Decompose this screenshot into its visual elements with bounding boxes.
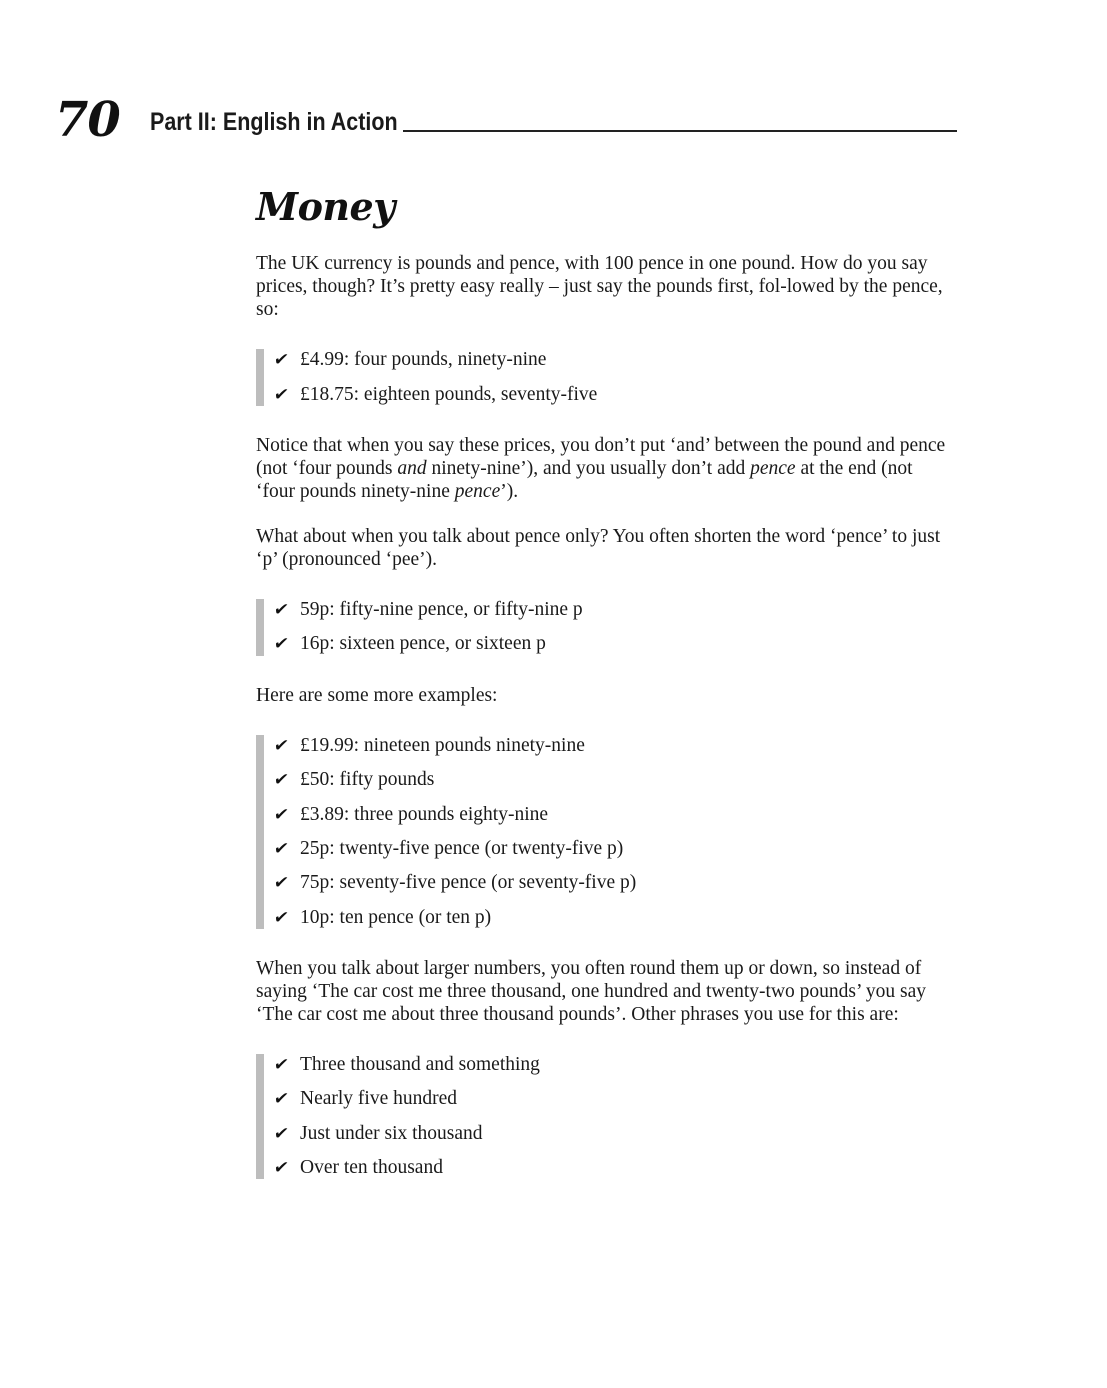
- bullet-list-pence: [256, 593, 956, 662]
- text-run: ’).: [500, 480, 519, 502]
- check-icon: ✔: [272, 770, 291, 791]
- list-item-text: 59p: fifty-nine pence, or fifty-nine p: [300, 598, 583, 620]
- paragraph-intro: The UK currency is pounds and pence, with 100 pence in one pound. How do you say prices, though? It’s pretty easy really – just say the pounds first, fol-lowed by the pence, so:: [256, 253, 943, 320]
- check-icon: ✔: [272, 599, 291, 620]
- emphasis: pence: [454, 480, 501, 502]
- list-item: [274, 1151, 956, 1185]
- list-item: [274, 1048, 956, 1082]
- list-item-text: Over ten thousand: [300, 1157, 443, 1179]
- text-run: Notice that when you say these prices, you don’t put ‘and’ between the pound and pence (not ‘four pounds: [256, 434, 946, 479]
- text-run: at the end (not ‘four pounds ninety-nine: [256, 457, 913, 502]
- list-item-text: 75p: seventy-five pence (or seventy-five p): [300, 872, 637, 894]
- list-sidebar-bar: [256, 1054, 264, 1180]
- list-item: [274, 377, 956, 411]
- text-run: ninety-nine’), and you usually don’t add: [426, 457, 751, 479]
- section-title: Money: [256, 184, 395, 229]
- check-icon: ✔: [272, 804, 291, 825]
- list-sidebar-bar: [256, 349, 264, 406]
- check-icon: ✔: [272, 907, 291, 928]
- list-item: [274, 901, 956, 935]
- bullet-list-examples: [256, 729, 956, 935]
- check-icon: ✔: [272, 873, 291, 894]
- list-item-text: Nearly five hundred: [300, 1088, 458, 1110]
- list-item: [274, 797, 956, 831]
- paragraph-more-examples: Here are some more examples:: [256, 684, 498, 706]
- check-icon: ✔: [272, 350, 291, 371]
- list-item: [274, 832, 956, 866]
- bullet-list-phrases: [256, 1048, 956, 1186]
- emphasis: and: [397, 457, 427, 479]
- page-header: [0, 0, 1107, 160]
- paragraph-pence-only: What about when you talk about pence only? You often shorten the word ‘pence’ to just ‘p’ (pronounced ‘pee’).: [256, 525, 941, 570]
- list-item-text: 10p: ten pence (or ten p): [300, 906, 492, 928]
- check-icon: ✔: [272, 1089, 291, 1110]
- list-item-text: £19.99: nineteen pounds ninety-nine: [300, 734, 585, 756]
- check-icon: ✔: [272, 1123, 291, 1144]
- list-item: [274, 1117, 956, 1151]
- check-icon: ✔: [272, 1055, 291, 1076]
- list-item: [274, 343, 956, 377]
- page-content: [256, 180, 956, 1207]
- list-item: [274, 866, 956, 900]
- check-icon: ✔: [272, 838, 291, 859]
- list-item: [274, 593, 956, 627]
- part-title: Part II: English in Action: [150, 108, 398, 136]
- list-item-text: Three thousand and something: [300, 1054, 540, 1076]
- list-item-text: £4.99: four pounds, ninety-nine: [300, 349, 547, 371]
- list-item-text: £18.75: eighteen pounds, seventy-five: [300, 383, 598, 405]
- check-icon: ✔: [272, 1158, 291, 1179]
- emphasis: pence: [750, 457, 796, 479]
- paragraph-notice: [256, 434, 956, 503]
- list-item: [274, 763, 956, 797]
- list-item-text: 16p: sixteen pence, or sixteen p: [300, 633, 546, 655]
- list-item-text: Just under six thousand: [300, 1122, 483, 1144]
- paragraph-larger-numbers: When you talk about larger numbers, you often round them up or down, so instead of saying ‘The car cost me three thousand, one hundred and twenty-two pounds’ you say ‘The car cost me about three thousand pounds’. Other phrases you use for this are:: [256, 957, 927, 1025]
- header-rule: [403, 130, 957, 132]
- check-icon: ✔: [272, 384, 291, 405]
- list-item: [274, 729, 956, 763]
- check-icon: ✔: [272, 634, 291, 655]
- bullet-list-prices: [256, 343, 956, 412]
- page-number: 70: [55, 92, 120, 148]
- list-sidebar-bar: [256, 735, 264, 929]
- list-item-text: £50: fifty pounds: [300, 769, 435, 791]
- list-item: [274, 1082, 956, 1116]
- list-item-text: 25p: twenty-five pence (or twenty-five p): [300, 837, 624, 859]
- check-icon: ✔: [272, 735, 291, 756]
- list-sidebar-bar: [256, 599, 264, 656]
- list-item: [274, 627, 956, 661]
- list-item-text: £3.89: three pounds eighty-nine: [300, 803, 549, 825]
